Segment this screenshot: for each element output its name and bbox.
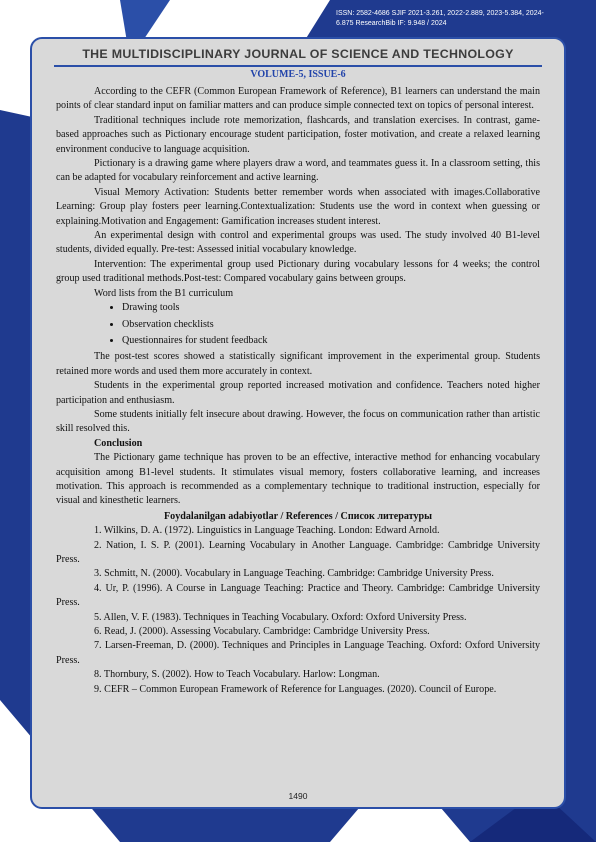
paragraph: Word lists from the B1 curriculum xyxy=(94,287,234,299)
conclusion-heading: Conclusion xyxy=(94,437,143,449)
paragraph: Visual Memory Activation: Students better remember words when associated with images.Collaborative Learning: Group play fosters peer learning.Contextualization: Students use the word in context when guessing or explaining.Motivation and Engagement: Gamification increases student interest. xyxy=(56,186,540,227)
paragraph: Some students initially felt insecure about drawing. However, the focus on communication rather than artistic skill resolved this. xyxy=(56,408,540,435)
reference-item: 2. Nation, I. S. P. (2001). Learning Vocabulary in Another Language. Cambridge: Cambridge University Press. xyxy=(56,539,540,565)
paragraph: According to the CEFR (Common European Framework of Reference), B1 learners can understand the main points of clear standard input on familiar matters and can produce simple connected text on topics of personal interest. xyxy=(56,86,540,112)
journal-title: THE MULTIDISCIPLINARY JOURNAL OF SCIENCE AND TECHNOLOGY xyxy=(82,47,514,61)
reference-item: 3. Schmitt, N. (2000). Vocabulary in Language Teaching. Cambridge: Cambridge University Press. xyxy=(94,568,494,580)
references-heading: Foydalanilgan adabiyotlar / References / Список литературы xyxy=(163,510,433,522)
reference-item: 6. Read, J. (2000). Assessing Vocabulary. Cambridge: Cambridge University Press. xyxy=(94,626,430,638)
paragraph: The post-test scores showed a statistically significant improvement in the experimental group. Students retained more words and used them more accurately in context. xyxy=(56,351,540,377)
paragraph: Pictionary is a drawing game where players draw a word, and teammates guess it. In a classroom setting, this can be adapted for vocabulary reinforcement and active learning. xyxy=(56,158,540,184)
volume-issue: VOLUME-5, ISSUE-6 xyxy=(250,69,346,80)
reference-item: 1. Wilkins, D. A. (1972). Linguistics in Language Teaching. London: Edward Arnold. xyxy=(94,525,440,537)
paper-page xyxy=(30,37,566,809)
reference-item: 7. Larsen-Freeman, D. (2000). Techniques and Principles in Language Teaching. Oxford: Oxford University Press. xyxy=(56,640,540,666)
paragraph: An experimental design with control and experimental groups was used. The study involved 40 B1-level students, divided equally. Pre-test: Assessed initial vocabulary knowledge. xyxy=(56,230,540,256)
page-number: 1490 xyxy=(288,791,308,801)
list-item: • Drawing tools xyxy=(122,301,540,315)
paragraph: Students in the experimental group reported increased motivation and confidence. Teachers noted higher participation and enthusiasm. xyxy=(56,380,540,406)
materials-list xyxy=(56,301,540,348)
paragraph: The Pictionary game technique has proven to be an effective, interactive method for enhancing vocabulary acquisition among B1-level students. It stimulates visual memory, fosters collaborative learning, and increases motivation. This approach is recommended as a complementary technique to traditional instruction, especially for visual and kinesthetic learners. xyxy=(56,452,540,507)
reference-item: 5. Allen, V. F. (1983). Techniques in Teaching Vocabulary. Oxford: Oxford University Press. xyxy=(94,611,467,623)
reference-item: 4. Ur, P. (1996). A Course in Language Teaching: Practice and Theory. Cambridge: Cambridge University Press. xyxy=(56,582,540,609)
reference-item: 8. Thornbury, S. (2002). How to Teach Vocabulary. Harlow: Longman. xyxy=(94,669,380,681)
paragraph: Traditional techniques include rote memorization, flashcards, and translation exercises. In contrast, game-based approaches such as Pictionary encourage student participation, foster motivation, and create a relaxed learning environment conducive to language acquisition. xyxy=(56,114,540,155)
paragraph: Intervention: The experimental group used Pictionary during vocabulary lessons for 4 weeks; the control group used traditional methods.Post-test: Compared vocabulary gains between groups. xyxy=(56,258,540,285)
issn-line: ISSN: 2582-4686 SJIF 2021-3.261, 2022-2.889, 2023-5.384, 2024-6.875 ResearchBib IF: 9.948 / 2024 xyxy=(336,10,544,27)
article-body xyxy=(56,85,540,697)
list-item: • Observation checklists xyxy=(122,318,540,332)
reference-item: 9. CEFR – Common European Framework of Reference for Languages. (2020). Council of Europe. xyxy=(94,683,497,695)
title-divider xyxy=(54,65,542,67)
list-item: • Questionnaires for student feedback xyxy=(122,334,540,348)
